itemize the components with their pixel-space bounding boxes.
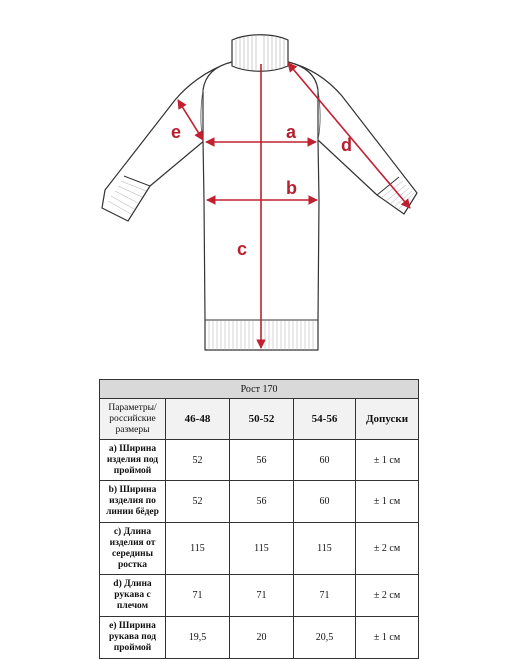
table-cell: 115 xyxy=(230,523,294,575)
row-label: b) Ширина изделия по линии бёдер xyxy=(100,481,166,523)
table-cell: 20,5 xyxy=(294,617,356,659)
table-row xyxy=(100,575,419,617)
table-cell: 52 xyxy=(166,481,230,523)
label-a: a xyxy=(286,122,297,142)
tolerance-cell: ± 1 см xyxy=(356,617,419,659)
tolerance-cell: ± 2 см xyxy=(356,523,419,575)
row-label: a) Ширина изделия под проймой xyxy=(100,440,166,481)
row-label: e) Ширина рукава под проймой xyxy=(100,617,166,659)
table-cell: 71 xyxy=(166,575,230,617)
params-header: Параметры/ российские размеры xyxy=(100,399,166,440)
row-label: d) Длина рукава с плечом xyxy=(100,575,166,617)
label-b: b xyxy=(286,178,297,198)
table-cell: 115 xyxy=(294,523,356,575)
tolerance-header: Допуски xyxy=(356,399,419,440)
tolerance-cell: ± 2 см xyxy=(356,575,419,617)
size-table xyxy=(99,379,419,659)
tolerance-cell: ± 1 см xyxy=(356,481,419,523)
tolerance-cell: ± 1 см xyxy=(356,440,419,481)
dress-outline xyxy=(102,35,417,350)
table-row xyxy=(100,440,419,481)
table-cell: 56 xyxy=(230,481,294,523)
table-cell: 19,5 xyxy=(166,617,230,659)
size-header: 54-56 xyxy=(294,399,356,440)
table-cell: 20 xyxy=(230,617,294,659)
table-cell: 115 xyxy=(166,523,230,575)
header-row xyxy=(100,399,419,440)
table-row xyxy=(100,481,419,523)
table-cell: 60 xyxy=(294,440,356,481)
table-cell: 52 xyxy=(166,440,230,481)
collar xyxy=(232,35,288,72)
label-d: d xyxy=(341,135,352,155)
table-cell: 71 xyxy=(230,575,294,617)
size-header: 46-48 xyxy=(166,399,230,440)
table-cell: 56 xyxy=(230,440,294,481)
label-c: c xyxy=(237,239,248,259)
table-title: Рост 170 xyxy=(100,380,419,399)
table-row xyxy=(100,617,419,659)
row-label: c) Длина изделия от середины ростка xyxy=(100,523,166,575)
table-cell: 71 xyxy=(294,575,356,617)
size-header: 50-52 xyxy=(230,399,294,440)
table-row xyxy=(100,523,419,575)
table-cell: 60 xyxy=(294,481,356,523)
label-e: e xyxy=(171,122,182,142)
